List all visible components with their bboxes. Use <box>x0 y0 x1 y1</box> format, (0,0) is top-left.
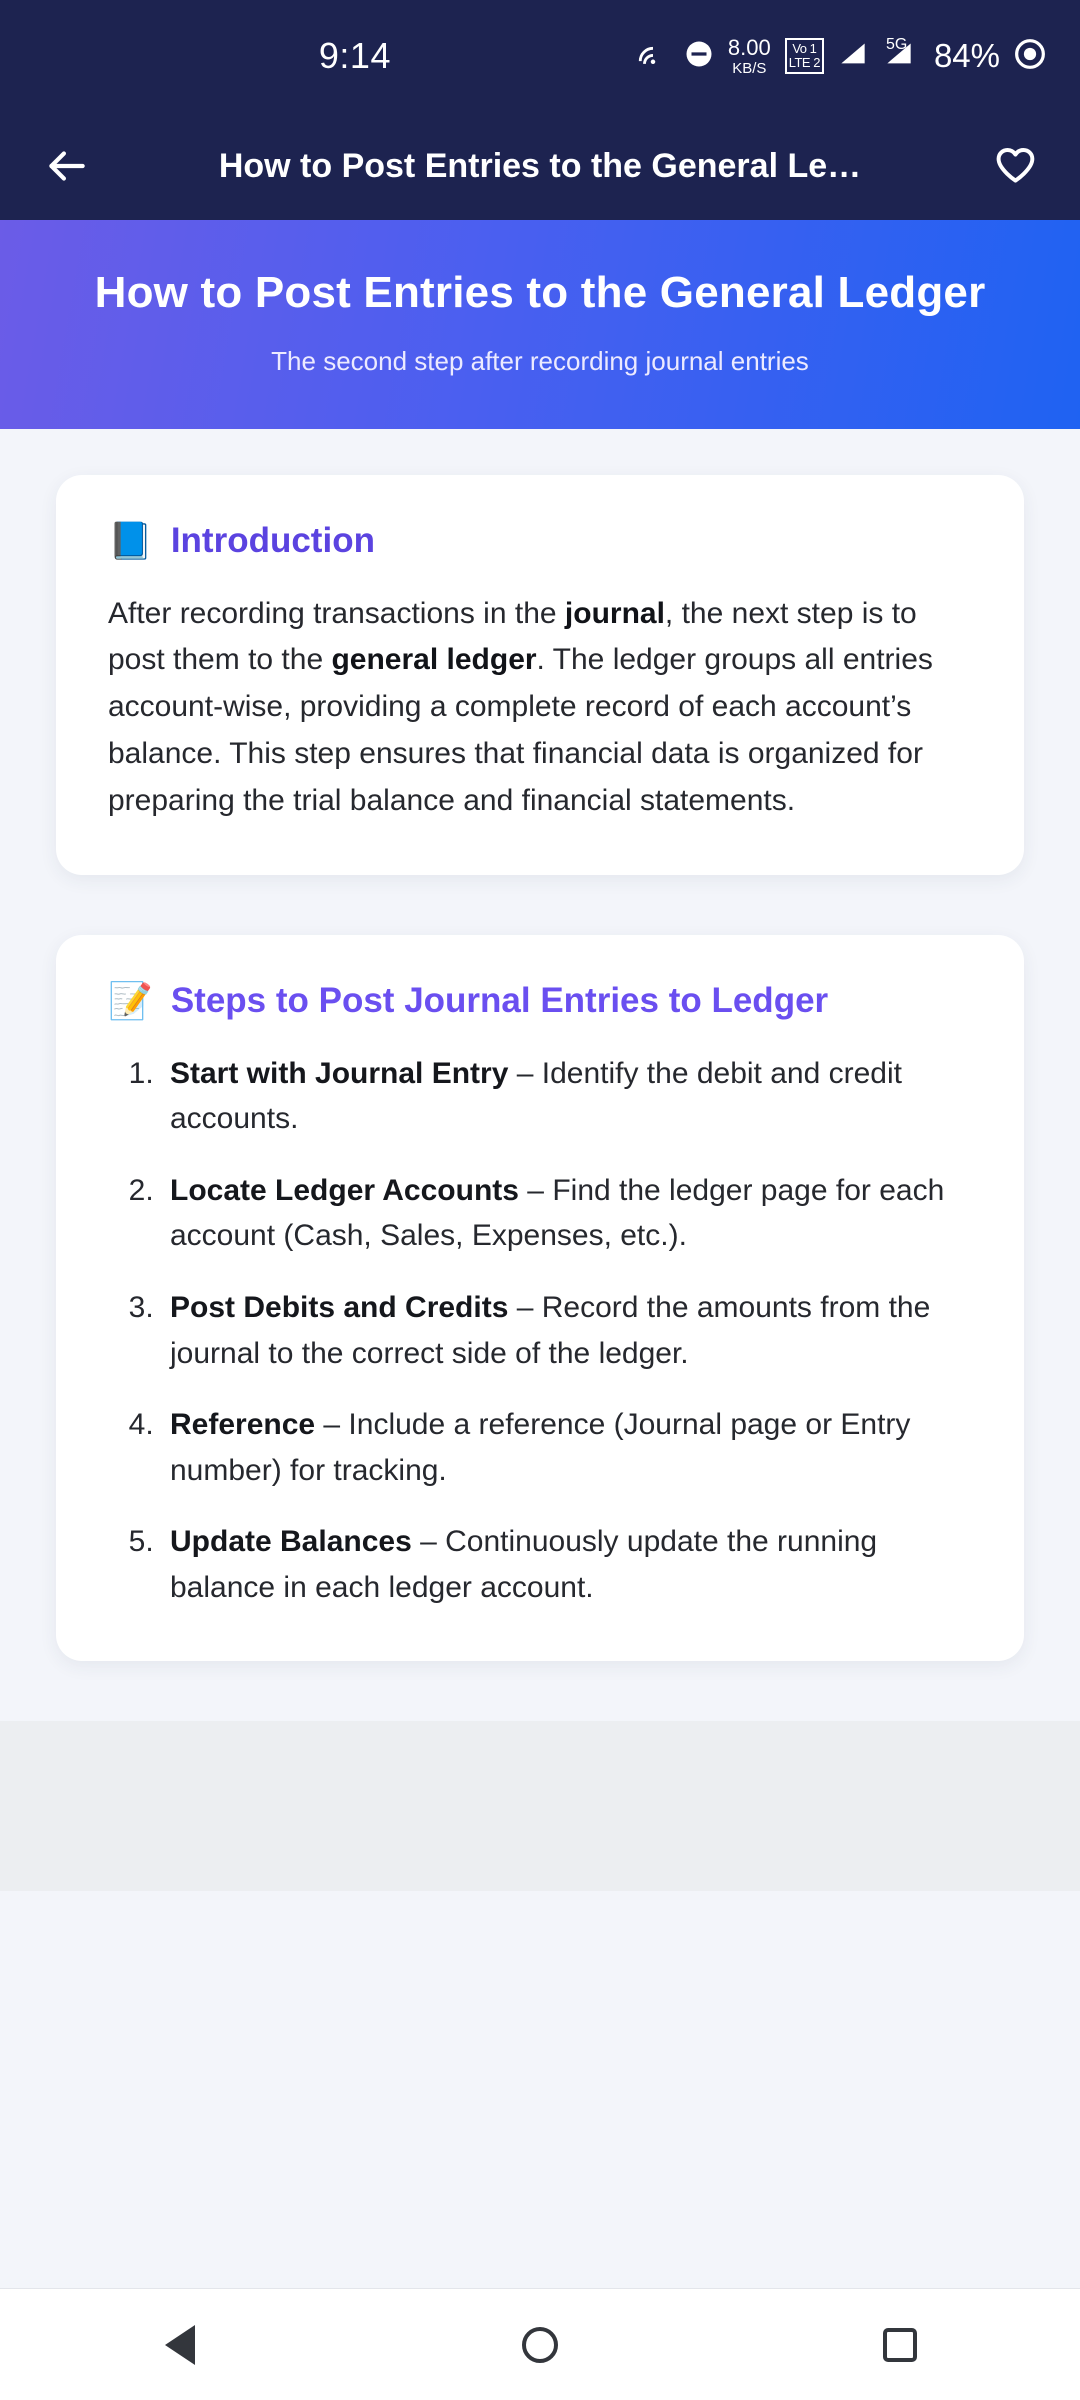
introduction-card <box>56 475 1024 875</box>
list-item: 5. Update Balances – Continuously update the running balance in each ledger account. <box>162 1519 972 1610</box>
nav-home-icon <box>522 2327 558 2363</box>
system-navigation-bar <box>0 2288 1080 2400</box>
nav-back-button[interactable] <box>120 2289 240 2400</box>
status-bar-left <box>34 35 636 77</box>
list-item: 4. Reference – Include a reference (Journal page or Entry number) for tracking. <box>162 1402 972 1493</box>
hero-banner <box>0 220 1080 429</box>
status-bar-right <box>636 34 1046 77</box>
status-clock: 9:14 <box>318 35 391 76</box>
net-speed-value: 8.00 <box>727 34 771 60</box>
cast-icon <box>636 37 670 76</box>
list-item: 1. Start with Journal Entry – Identify the debit and credit accounts. <box>162 1051 972 1142</box>
blue-book-icon: 📘 <box>108 519 153 561</box>
page-title: How to Post Entries to the General Le… <box>218 146 862 185</box>
nav-recents-button[interactable] <box>840 2289 960 2400</box>
battery-percent-label: 84% <box>933 37 1000 74</box>
network-speed-icon <box>727 34 771 77</box>
battery-circle-icon <box>1014 38 1046 75</box>
favorite-button[interactable] <box>982 134 1046 198</box>
steps-card <box>56 935 1024 1661</box>
net-speed-unit: KB/S <box>732 59 767 77</box>
steps-list <box>108 1051 972 1611</box>
content-bottom-spacer <box>0 1721 1080 1891</box>
nav-recents-icon <box>883 2328 917 2362</box>
hero-title: How to Post Entries to the General Ledger <box>94 268 986 317</box>
nav-home-button[interactable] <box>480 2289 600 2400</box>
app-bar <box>0 112 1080 220</box>
sim-line-1: Vo 1 <box>792 41 817 57</box>
introduction-paragraph: After recording transactions in the journal, the next step is to post them to the general ledger. The ledger groups all entries account-wise, providing a complete record of each account’s balance. This step ensures that financial data is organized for preparing the trial balance and financial statements. <box>108 596 933 817</box>
list-item: 3. Post Debits and Credits – Record the amounts from the journal to the correct side of the ledger. <box>162 1285 972 1376</box>
status-bar <box>0 0 1080 112</box>
volte-sim-icon <box>785 38 824 73</box>
arrow-left-icon <box>41 141 91 191</box>
steps-card-header <box>108 981 972 1021</box>
sim-line-2: LTE 2 <box>788 55 820 70</box>
introduction-card-header <box>108 521 972 561</box>
nav-back-icon <box>165 2325 195 2365</box>
heart-outline-icon <box>989 141 1039 191</box>
signal-bars-icon <box>838 40 868 73</box>
do-not-disturb-icon <box>684 39 714 74</box>
list-item: 2. Locate Ledger Accounts – Find the ledger page for each account (Cash, Sales, Expenses, etc.). <box>162 1168 972 1259</box>
signal-5g-icon <box>882 35 916 73</box>
hero-subtitle: The second step after recording journal entries <box>271 345 809 376</box>
network-type-label: 5G <box>885 35 908 53</box>
memo-pencil-icon: 📝 <box>108 979 153 1021</box>
steps-card-title: Steps to Post Journal Entries to Ledger <box>170 980 829 1020</box>
introduction-card-title: Introduction <box>170 520 375 560</box>
content-scroll[interactable] <box>0 429 1080 2288</box>
back-button[interactable] <box>34 134 98 198</box>
